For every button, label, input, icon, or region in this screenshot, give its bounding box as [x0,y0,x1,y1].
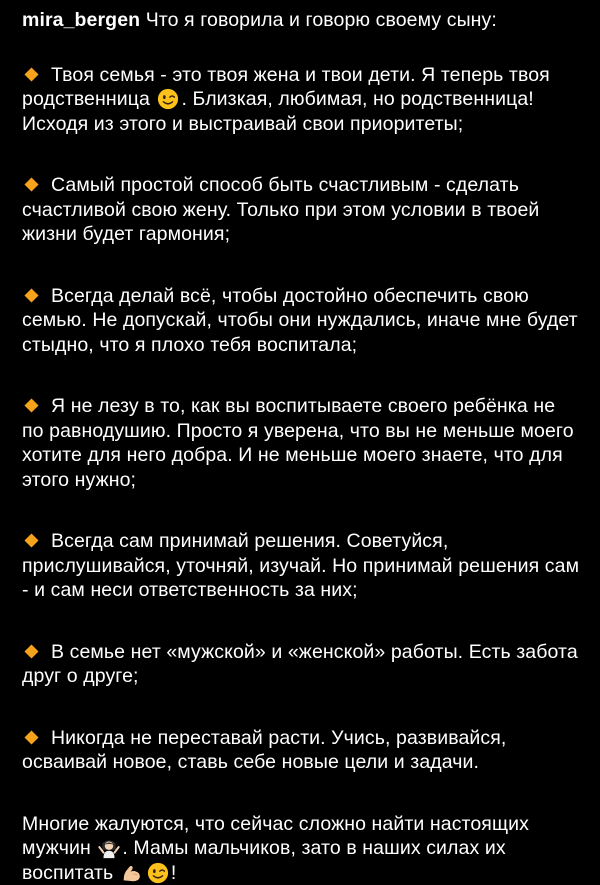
orange-diamond-icon [24,533,39,548]
winking-face-icon [157,88,179,110]
caption-intro: Что я говорила и говорю своему сыну: [146,9,497,31]
item-text-part: Твоя семья - это твоя жена и твои дети. Я теперь твоя родственница [22,64,550,111]
item-text: Всегда сам принимай решения. Советуйся, прислушивайся, уточняй, изучай. Но принимай решения сам - и сам неси ответственность за них; [22,530,579,601]
orange-diamond-icon [24,730,39,745]
item-text: Никогда не переставай расти. Учись, развивайся, осваивай новое, ставь себе новые цели и задачи. [22,727,506,774]
post-caption [22,8,582,885]
orange-diamond-icon [24,177,39,192]
item-text: Самый простой способ быть счастливым - сделать счастливой свою жену. Только при этом условии в твоей жизни будет гармония; [22,174,539,245]
caption-headline [22,8,582,33]
winking-face-icon [147,862,169,884]
orange-diamond-icon [24,398,39,413]
woman-shrugging-icon [98,837,120,859]
list-item [22,63,582,137]
username-link[interactable]: mira_bergen [22,9,140,31]
orange-diamond-icon [24,288,39,303]
list-item [22,284,582,358]
list-item [22,640,582,689]
list-item [22,394,582,492]
list-item [22,726,582,775]
flexed-biceps-icon [121,862,143,884]
item-text-part: . Близкая, любимая, но родственница! Исходя из этого и выстраивай свои приоритеты; [22,88,534,135]
orange-diamond-icon [24,644,39,659]
orange-diamond-icon [24,67,39,82]
list-item [22,529,582,603]
list-item [22,173,582,247]
closing-text-part: . Мамы мальчиков, зато в наших силах их воспитать [22,837,506,884]
item-text: Всегда делай всё, чтобы достойно обеспечить свою семью. Не допускай, чтобы они нуждались, иначе мне будет стыдно, что я плохо тебя воспитала; [22,285,578,356]
closing-text-part: ! [171,862,177,884]
item-text: Я не лезу в то, как вы воспитываете своего ребёнка не по равнодушию. Просто я уверена, что вы не меньше моего хотите для него добра. И не меньше моего знаете, что для этого нужно; [22,395,574,491]
item-text: В семье нет «мужской» и «женской» работы. Есть забота друг о друге; [22,641,578,688]
closing-paragraph [22,812,582,885]
closing-text-part: Многие жалуются, что сейчас сложно найти настоящих мужчин [22,813,529,860]
